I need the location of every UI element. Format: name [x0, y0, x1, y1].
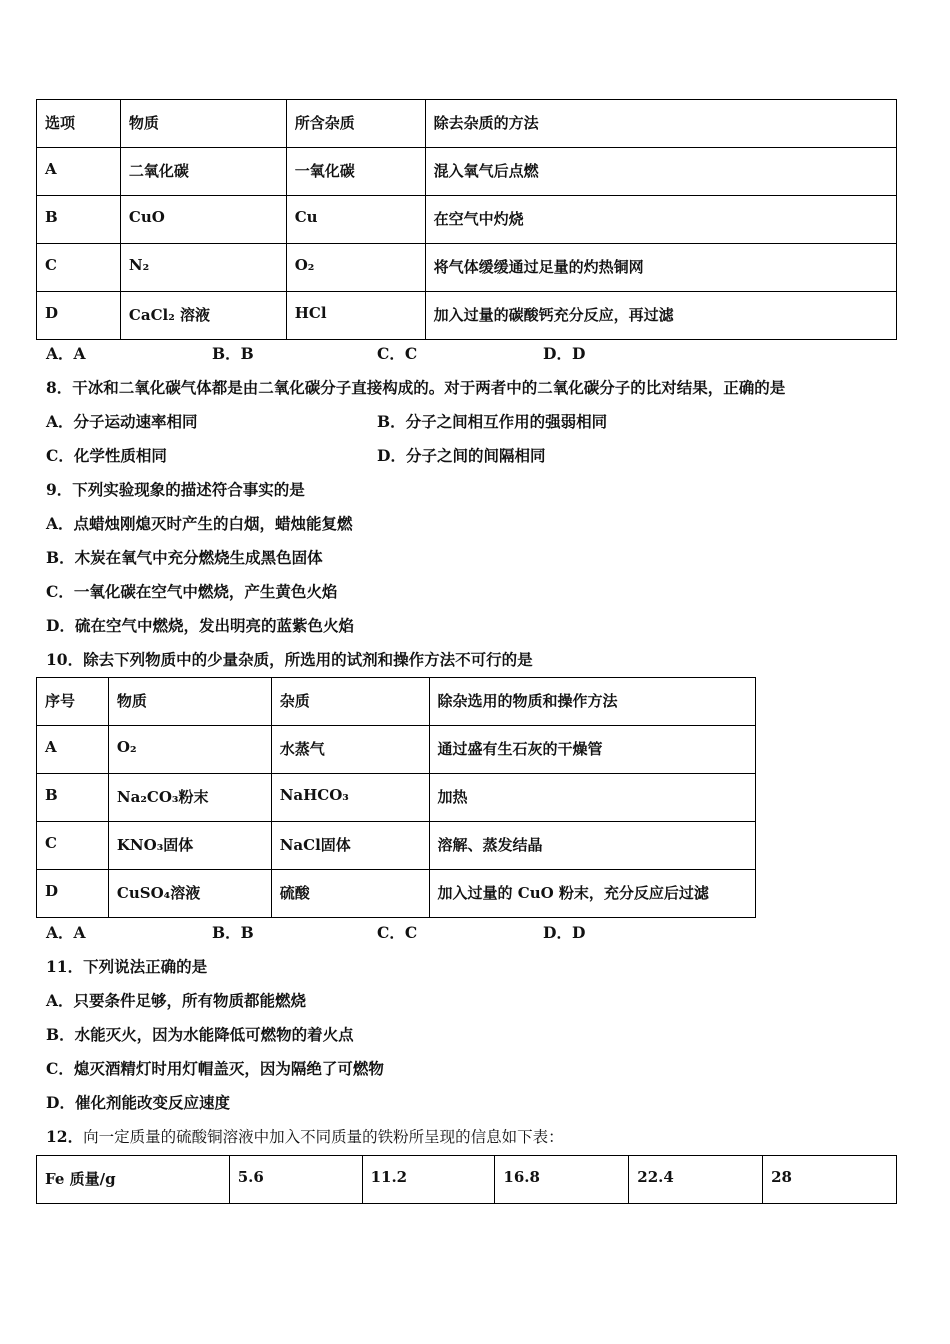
- table1-cell: 混入氧气后点燃: [425, 148, 896, 196]
- table2-cell: Na₂CO₃粉末: [108, 774, 271, 822]
- table1-header: 选项: [37, 100, 121, 148]
- q10-stem: 10．除去下列物质中的少量杂质，所选用的试剂和操作方法不可行的是: [46, 650, 533, 669]
- q9-option-b: B．木炭在氧气中充分燃烧生成黑色固体: [46, 548, 323, 567]
- q8-option-a: A．分子运动速率相同: [46, 412, 198, 431]
- fe-mass-header: Fe 质量/g: [37, 1156, 230, 1204]
- table1-cell: Cu: [286, 196, 425, 244]
- impurity-table-1: [36, 99, 897, 340]
- table1-cell: 在空气中灼烧: [425, 196, 896, 244]
- q10-option-b: B．B: [212, 923, 254, 942]
- table2-cell: 溶解、蒸发结晶: [429, 822, 755, 870]
- q8-option-c: C．化学性质相同: [46, 446, 167, 465]
- table1-cell: D: [37, 292, 121, 340]
- q10-option-c: C．C: [377, 923, 418, 942]
- q10-option-a: A．A: [46, 923, 86, 942]
- q9-option-a: A．点蜡烛刚熄灭时产生的白烟，蜡烛能复燃: [46, 514, 353, 533]
- table2-cell: B: [37, 774, 109, 822]
- q8-option-b: B．分子之间相互作用的强弱相同: [377, 412, 608, 431]
- q12-number: 12．: [46, 1127, 84, 1146]
- table2-cell: CuSO₄溶液: [108, 870, 271, 918]
- table1-cell: 一氧化碳: [286, 148, 425, 196]
- q7-option-b: B．B: [212, 344, 254, 363]
- table1-cell: 二氧化碳: [120, 148, 286, 196]
- table2-cell: KNO₃固体: [108, 822, 271, 870]
- table1-header: 物质: [120, 100, 286, 148]
- table1-cell: CuO: [120, 196, 286, 244]
- q9-option-d: D．硫在空气中燃烧，发出明亮的蓝紫色火焰: [46, 616, 354, 635]
- table2-cell: 通过盛有生石灰的干燥管: [429, 726, 755, 774]
- table1-cell: 加入过量的碳酸钙充分反应，再过滤: [425, 292, 896, 340]
- table2-header: 序号: [37, 678, 109, 726]
- q11-option-d: D．催化剂能改变反应速度: [46, 1093, 230, 1112]
- table1-cell: HCl: [286, 292, 425, 340]
- q12-stem-line: [46, 1125, 564, 1147]
- table2-cell: A: [37, 726, 109, 774]
- fe-mass-cell: 11.2: [362, 1156, 495, 1204]
- table2-cell: 硫酸: [271, 870, 429, 918]
- fe-mass-cell: 5.6: [229, 1156, 362, 1204]
- table1-header: 所含杂质: [286, 100, 425, 148]
- table1-cell: CaCl₂ 溶液: [120, 292, 286, 340]
- table1-cell: O₂: [286, 244, 425, 292]
- table2-header: 杂质: [271, 678, 429, 726]
- q11-option-a: A．只要条件足够，所有物质都能燃烧: [46, 991, 307, 1010]
- q7-option-d: D．D: [543, 344, 586, 363]
- table1-cell: N₂: [120, 244, 286, 292]
- fe-mass-table: [36, 1155, 897, 1204]
- q9-option-c: C．一氧化碳在空气中燃烧，产生黄色火焰: [46, 582, 338, 601]
- q11-stem: 11．下列说法正确的是: [46, 957, 208, 976]
- table2-cell: 水蒸气: [271, 726, 429, 774]
- table1-cell: C: [37, 244, 121, 292]
- table2-cell: 加热: [429, 774, 755, 822]
- fe-mass-cell: 22.4: [629, 1156, 763, 1204]
- q8-option-d: D．分子之间的间隔相同: [377, 446, 546, 465]
- table1-cell: A: [37, 148, 121, 196]
- fe-mass-cell: 28: [763, 1156, 897, 1204]
- table2-cell: O₂: [108, 726, 271, 774]
- table2-cell: C: [37, 822, 109, 870]
- q11-option-c: C．熄灭酒精灯时用灯帽盖灭，因为隔绝了可燃物: [46, 1059, 384, 1078]
- table1-header: 除去杂质的方法: [425, 100, 896, 148]
- q10-option-d: D．D: [543, 923, 586, 942]
- impurity-table-2: [36, 677, 756, 918]
- q8-stem: 8．干冰和二氧化碳气体都是由二氧化碳分子直接构成的。对于两者中的二氧化碳分子的比对结果，正确的是: [46, 378, 786, 397]
- table1-cell: 将气体缓缓通过足量的灼热铜网: [425, 244, 896, 292]
- q11-option-b: B．水能灭火，因为水能降低可燃物的着火点: [46, 1025, 354, 1044]
- table2-cell: NaCl固体: [271, 822, 429, 870]
- table2-cell: D: [37, 870, 109, 918]
- table2-header: 除杂选用的物质和操作方法: [429, 678, 755, 726]
- fe-mass-cell: 16.8: [495, 1156, 629, 1204]
- q7-option-a: A．A: [46, 344, 86, 363]
- q7-option-c: C．C: [377, 344, 418, 363]
- table1-cell: B: [37, 196, 121, 244]
- q9-stem: 9．下列实验现象的描述符合事实的是: [46, 480, 305, 499]
- table2-cell: NaHCO₃: [271, 774, 429, 822]
- table2-cell: 加入过量的 CuO 粉末，充分反应后过滤: [429, 870, 755, 918]
- table2-header: 物质: [108, 678, 271, 726]
- q12-stem: 向一定质量的硫酸铜溶液中加入不同质量的铁粉所呈现的信息如下表：: [83, 1128, 564, 1146]
